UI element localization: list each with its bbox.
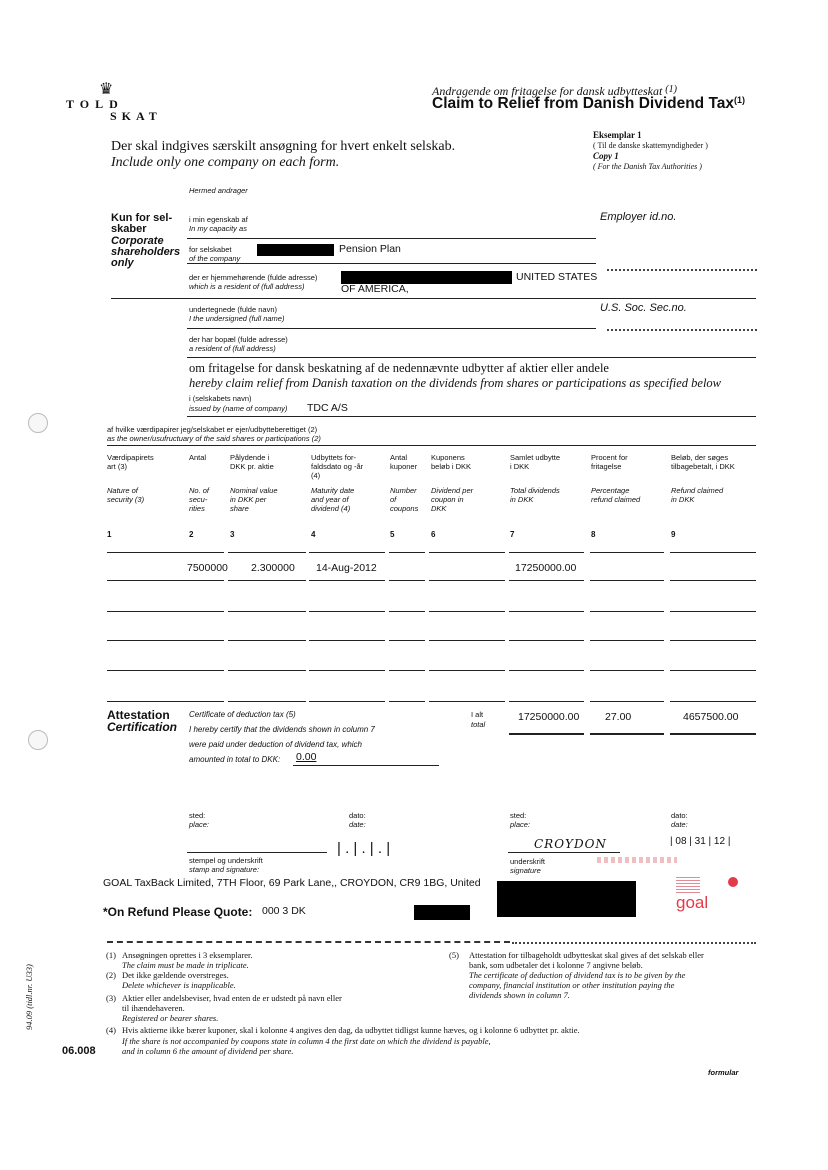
footnote-2-da: Det ikke gældende overstreges. [122,970,229,980]
cert-amount-line [293,765,439,766]
issuer-line [187,416,756,417]
cell-nominal: 2.300000 [251,562,295,574]
table-cell-line [187,611,224,612]
col-number-1: 1 [107,530,112,539]
owner-label-da: af hvilke værdipapirer jeg/selskabet er ejer/udbytteberettiget (2) [107,425,318,434]
table-cell-line [389,580,425,581]
cert-title: Certificate of deduction tax (5) [189,710,296,719]
col-header-da-6: Kuponens beløb i DKK [431,453,472,471]
footnote-3-en: Registered or bearer shares. [122,1013,219,1023]
printer-mark: formular [708,1068,739,1077]
col-number-5: 5 [390,530,395,539]
col-header-da-3: Pålydende i DKK pr. aktie [230,453,274,471]
toldskat-logo [66,82,186,122]
table-cell-line [670,640,756,641]
refund-value: 4657500.00 [683,711,739,723]
col-header-en-6: Dividend per coupon in DKK [431,486,474,513]
table-cell-line [429,611,505,612]
undersigned-line [187,328,596,329]
form-number: 06.008 [62,1045,96,1057]
undersigned-label-da: undertegnede (fulde navn) [189,305,277,314]
company-label-en: of the company [189,254,241,263]
cell-maturity: 14-Aug-2012 [316,562,377,574]
table-cell-line [389,640,425,641]
copy-danish-note: ( Til de danske skattemyndigheder ) [593,141,708,150]
owner-line [107,445,756,446]
stamp-label-en: stamp and signature: [189,865,260,874]
table-cell-line [590,552,664,553]
date-label-da-left: dato: [349,811,366,820]
footnote-1-en: The claim must be made in triplicate. [122,960,249,970]
table-cell-line [670,552,756,553]
capacity-label-da: i min egenskab af [189,215,248,224]
address-line: GOAL TaxBack Limited, 7TH Floor, 69 Park Lane,, CROYDON, CR9 1BG, United [103,877,481,889]
date-label-en-right: date: [671,820,688,829]
table-cell-line [509,552,584,553]
goal-logo-text: goal [676,893,709,912]
table-cell-line [389,552,425,553]
table-cell-line [429,580,505,581]
col-header-da-2: Antal [189,453,207,462]
place-label-en-right: place: [510,820,531,829]
col-number-6: 6 [431,530,436,539]
cert-text-1: I hereby certify that the dividends shown in column 7 [189,725,375,734]
punch-hole-top [28,413,48,433]
col-number-2: 2 [189,530,194,539]
address-value-line1: UNITED STATES [516,271,598,283]
footnote-5-en: The certificate of deduction of dividend tax is to be given by the company, financial institution or other institution paying the dividends shown in column 7. [469,970,686,1000]
col-header-en-1: Nature of security (3) [107,486,145,504]
company-line [187,263,596,264]
col-number-7: 7 [510,530,515,539]
capacity-label-en: In my capacity as [189,224,247,233]
table-cell-line [309,611,385,612]
copy-english-note: ( For the Danish Tax Authorities ) [593,162,702,171]
col-number-9: 9 [671,530,676,539]
place-label-en: place: [189,820,210,829]
redacted-company-name [257,244,334,256]
side-code: 94.09 (tidl.nr. U33) [24,964,34,1030]
date-blank-left: | . | . | . | [337,840,391,857]
table-cell-line [228,580,306,581]
resident-label-en: which is a resident of (full address) [189,282,305,291]
place-line-right [508,852,620,853]
table-cell-line [590,670,664,671]
claim-statement-english: hereby claim relief from Danish taxation on the dividends from shares or participations as specified below [189,376,722,390]
date-label-en-left: date: [349,820,366,829]
table-cell-line [389,701,425,702]
table-cell-line [107,670,187,671]
total-label-da: I alt [471,710,484,719]
ssn-dotted-line [607,329,757,331]
table-cell-line [590,701,664,702]
issuer-value: TDC A/S [307,402,348,414]
cert-text-2: were paid under deduction of dividend tax, which [189,740,362,749]
table-cell-line [429,552,505,553]
section-label-english: Corporate shareholders only [111,235,181,269]
owner-label-en: as the owner/usufructuary of the said shares or participations (2) [107,434,321,443]
table-cell-line [309,670,385,671]
table-cell-line [670,611,756,612]
footnote-separator-dashed [107,941,510,943]
instruction-danish: Der skal indgives særskilt ansøgning for hvert enkelt selskab. [111,139,456,154]
col-header-da-5: Antal kuponer [390,453,418,471]
goal-logo [674,875,742,915]
employer-id-label: Employer id.no. [600,211,677,223]
company-value: Pension Plan [339,243,401,255]
total-underline-7 [509,733,584,735]
issued-label-da: i (selskabets navn) [189,394,252,403]
table-cell-line [107,552,187,553]
cert-text-3: amounted in total to DKK: [189,755,281,764]
ssn-label: U.S. Soc. Sec.no. [600,302,687,314]
table-cell-line [107,611,187,612]
cert-amount: 0.00 [296,751,317,763]
issued-label-en: issued by (name of company) [189,404,288,413]
table-cell-line [509,701,584,702]
cell-total-dividends: 17250000.00 [515,562,577,574]
col-header-da-9: Beløb, der søges tilbagebetalt, i DKK [671,453,735,471]
employer-id-dotted-line [607,269,757,271]
col-header-en-9: Refund claimed in DKK [671,486,724,504]
col-header-da-4: Udbyttets for- faldsdato og -år (4) [311,453,364,480]
table-cell-line [228,611,306,612]
table-cell-line [309,552,385,553]
footnote-4-da: Hvis aktierne ikke bærer kuponer, skal i kolonne 4 angives den dag, da udbyttet tidligst kunne hæves, og i kolonne 6 udbyttet pr. aktie. [122,1025,580,1035]
table-cell-line [187,640,224,641]
place-value-handwritten: CROYDON [534,837,607,851]
stamp-label-da: stempel og underskrift [189,856,263,865]
percentage-value: 27.00 [605,711,632,723]
cell-securities: 7500000 [187,562,228,574]
footnote-4-num: (4) [106,1025,116,1035]
residence-label-da: der har bopæl (fulde adresse) [189,335,288,344]
footnote-1-num: (1) [106,950,116,960]
footnote-3-da: Aktier eller andelsbeviser, hvad enten de er udstedt på navn eller til ihændehaveren. [122,993,342,1013]
col-header-en-8: Percentage refund claimed [591,486,641,504]
table-cell-line [228,640,306,641]
crown-icon: ♛ [99,81,114,98]
footnote-2-en: Delete whichever is inapplicable. [122,980,236,990]
redacted-quote-reference [414,905,470,920]
table-cell-line [187,670,224,671]
section-label-danish: Kun for sel- skaber [111,212,173,235]
table-cell-line [389,670,425,671]
total-label-en: total [471,720,486,729]
logo-line-told: TOLD [66,97,124,111]
quote-label: *On Refund Please Quote: [103,905,253,919]
table-cell-line [107,580,187,581]
col-header-da-7: Samlet udbytte i DKK [510,453,561,471]
section-divider-1 [111,298,756,299]
footnote-5-da: Attestation for tilbageholdt udbytteskat skal gives af det selskab eller bank, som udbetaler det i kolonne 7 angivne beløb. [469,950,704,970]
residence-label-en: a resident of (full address) [189,344,276,353]
company-label-da: for selskabet [189,245,232,254]
herewith-label: Hermed andrager [189,186,248,195]
logo-line-skat: SKAT [110,109,162,123]
footnote-4-en: If the share is not accompanied by coupons state in column 4 the first date on which the dividend is payable, and in column 6 the amount of dividend per share. [122,1036,491,1056]
table-cell-line [228,670,306,671]
sign-label-da: underskrift [510,857,546,866]
table-cell-line [309,640,385,641]
table-cell-line [228,701,306,702]
address-value-line2: OF AMERICA, [341,283,409,295]
col-header-da-8: Procent for fritagelse [591,453,628,471]
table-cell-line [187,701,224,702]
total-dividends-value: 17250000.00 [518,711,580,723]
stamp-line [187,852,327,853]
table-cell-line [590,580,664,581]
table-cell-line [187,552,224,553]
redacted-signature [497,881,636,917]
title-english: Claim to Relief from Danish Dividend Tax$^{(1)}$ [432,95,746,112]
col-header-en-7: Total dividends in DKK [510,486,560,504]
col-header-en-3: Nominal value in DKK per share [230,486,278,513]
copy-english: Copy 1 [593,151,619,161]
capacity-line [187,238,596,239]
quote-value: 000 3 DK [262,905,306,917]
table-cell-line [670,701,756,702]
table-cell-line [509,640,584,641]
punch-hole-bottom [28,730,48,750]
footnote-separator-dotted [512,942,756,944]
date-value-right: | 08 | 31 | 12 | [670,836,731,847]
footnote-1-da: Ansøgningen oprettes i 3 eksemplarer. [122,950,253,960]
section-divider-2 [187,357,756,358]
col-header-en-4: Maturity date and year of dividend (4) [311,486,355,513]
total-underline-8 [590,733,664,735]
faint-stamp-mark [597,857,677,863]
col-header-en-5: Number of coupons [390,486,419,513]
resident-label-da: der er hjemmehørende (fulde adresse) [189,273,318,282]
table-cell-line [590,640,664,641]
table-cell-line [509,580,584,581]
col-header-en-2: No. of secu- rities [189,486,210,513]
goal-logo-small-text-icon [676,877,700,893]
table-cell-line [187,580,224,581]
table-cell-line [509,670,584,671]
table-cell-line [389,611,425,612]
title-danish: Andragende om fritagelse for dansk udbytteskat $^{(1)}$ [432,84,677,98]
table-cell-line [429,701,505,702]
table-cell-line [107,640,187,641]
attestation-label-en: Certification [107,720,178,734]
col-header-da-1: Værdipapirets art (3) [107,453,154,471]
date-label-da-right: dato: [671,811,688,820]
table-cell-line [429,670,505,671]
footnote-2-num: (2) [106,970,116,980]
goal-logo-circle-icon [728,877,738,887]
table-cell-line [309,580,385,581]
table-cell-line [670,580,756,581]
sign-label-en: signature [510,866,541,875]
table-cell-line [670,670,756,671]
table-cell-line [107,701,187,702]
place-label-da: sted: [189,811,206,820]
col-number-3: 3 [230,530,235,539]
undersigned-label-en: I the undersigned (full name) [189,314,285,323]
instruction-english: Include only one company on each form. [111,155,340,170]
claim-statement-danish: om fritagelse for dansk beskatning af de nedennævnte udbytter af aktier eller andele [189,361,609,375]
total-underline-9 [670,733,756,735]
place-label-da-right: sted: [510,811,527,820]
col-number-8: 8 [591,530,596,539]
footnote-5-num: (5) [449,950,459,960]
table-cell-line [509,611,584,612]
col-number-4: 4 [311,530,316,539]
table-cell-line [228,552,306,553]
attestation-label-da: Attestation [107,708,170,722]
copy-danish: Eksemplar 1 [593,130,642,140]
table-cell-line [429,640,505,641]
footnote-3-num: (3) [106,993,116,1003]
table-cell-line [309,701,385,702]
table-cell-line [590,611,664,612]
